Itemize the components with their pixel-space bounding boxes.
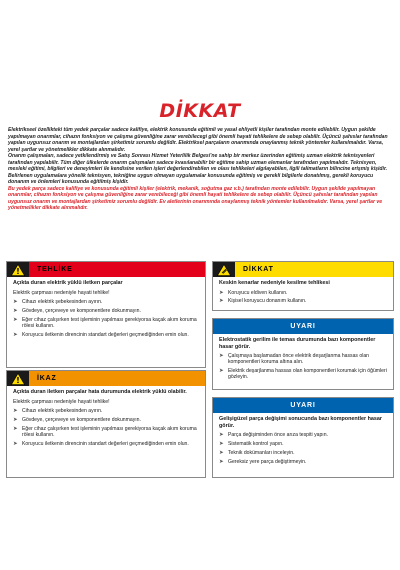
arrow-icon: ➤ (219, 289, 224, 296)
attention-label: DİKKAT (243, 266, 274, 273)
list-item: ➤ Gövdeye, çerçeveye ve komponentlere dokunmayın. (13, 307, 141, 314)
intro-text (8, 127, 394, 212)
caution-box (6, 370, 206, 478)
warning-parts-label: UYARI (290, 402, 316, 409)
list-item: ➤ Çalışmaya başlamadan önce elektrik deşarjlanma hassas olan komponentleri koruma altına alın. (219, 353, 370, 366)
arrow-icon: ➤ (13, 416, 18, 423)
svg-text:!: ! (16, 375, 20, 385)
warning-parts-box (212, 397, 394, 478)
intro-paragraph-1: Elektrikseel özellikteki tüm yedek parçalar sadece kalifiye, elektrik konusunda eğitimli ve yasal ehliyetli kişiler tarafından monte edilebilir. Uygun şekilde yapılmayan onarımlar, cihazın fonksiyon ve çalışma güvenliğine zarar verebilecegi gibi önemli hayati tehlikelere de sebep olabilir. Üçüncü şahıslar tarafından yapılan uygunsuz onarım ve montajlardan şirketimiz sorumlu değildir. Elektriksel parçaların onarımında onaylanmış teknik yöntemler kullanılmalıdır. Varsa, yerel şartlar ve yönetmelikler dikkate alınmalıdır. (8, 127, 388, 153)
caution-lead: Elektrik çarpması nedeniyle hayati tehlike! (13, 398, 110, 405)
danger-label: TEHLİKE (37, 266, 73, 273)
svg-text:!: ! (16, 266, 20, 276)
arrow-icon: ➤ (13, 316, 18, 323)
list-item: ➤ Koruyucu eldiven kullanın. (219, 289, 288, 296)
danger-header (7, 262, 205, 277)
list-item: ➤ Koruyucu iletkenin direncinin standart değerleri geçmediğinden emin olun. (13, 331, 189, 338)
list-item: ➤ Gövdeye, çerçeveye ve komponentlere dokunmayın. (13, 416, 141, 423)
list-item: ➤ Cihazı elektrik şebekesinden ayırın. (13, 408, 103, 414)
list-item: ➤ Cihazı elektrik şebekesinden ayırın. (13, 299, 103, 305)
attention-box (212, 261, 394, 311)
arrow-icon: ➤ (13, 408, 18, 414)
caution-subtitle: Açıkta duran iletken parçalar hata durumunda elektrik yüklü olabilir. (13, 389, 187, 395)
list-item: ➤ Kişisel koruyucu donanım kullanın. (219, 298, 307, 305)
danger-subtitle: Açıkta duran elektrik yüklü iletken parçalar (13, 280, 123, 286)
caution-header (7, 371, 205, 386)
list-item: ➤ Parça değişiminden önce arıza tespiti yapın. (219, 432, 328, 439)
attention-subtitle: Keskin kenarlar nedeniyle kesilme tehlikesi (219, 280, 330, 286)
arrow-icon: ➤ (13, 440, 18, 447)
arrow-icon: ➤ (219, 440, 224, 447)
intro-paragraph-red: Bu yedek parça sadece kalifiye ve konusunda eğitimli kişiler (elektrik, mekanik, soğutma gaz v.b.) tarafından monte edilebilir. Uygun şekilde yapılmayan onarımlar, cihazın fonksiyon ve çalışma güvenliğine zarar verebileceği gibi önemli hayati tehlikelere de sebep olabilir. Üçüncü şahıslar tarafından yapılan uygunsuz onarım ve montajlardan şirketimiz sorumlu değildir. Ev aletlerinin onarımında onaylanmış teknik yöntemler kullanılmalıdır. Varsa, yerel şartlar ve yönetmelikler dikkate alınmalıdır. (8, 185, 383, 211)
arrow-icon: ➤ (13, 299, 18, 305)
arrow-icon: ➤ (219, 353, 224, 360)
page-title: DİKKAT (159, 100, 241, 122)
attention-header (213, 262, 393, 277)
list-item: ➤ Elektrik deşarjlanma hassas olan komponentleri korumak için öğümleri gözleyin. (219, 368, 387, 381)
list-item: ➤ Teknik dokümanları inceleyin. (219, 449, 295, 456)
list-item: ➤ Eğer cihaz çalışırken test işleminin yapılması gerekiyorsa kaçak akım koruma rölesi kullanın. (13, 316, 197, 329)
arrow-icon: ➤ (13, 331, 18, 338)
warning-icon (7, 262, 29, 277)
list-item: ➤ Gereksiz yere parça değiştirmeyin. (219, 458, 307, 465)
intro-paragraph-2: Onarım çalışmaları, sadece yetkilendirmiş ve Satış Sonrası Hizmet Yeterlilik Belgesi'ne sahip bir merkez üzerinden eğitimiş uzman elektrik teknisyenleri tarafından yapılabilir. Tüm diğer ülkelerde onarım çalışmaları sadece kvasılanabilir bir eğitime sahip uzman elemanlar tarafından yapılmalıdır. Teknisyen, mesleki eğitimi, bilgileri ve deneyimleri ile kendisine verilen işleri değerlendirebilen ve olası tehlikeleri algılayabilen, ilgili talimatların bilincine erişmiş kişidir. Belirlenen uygulamalara yönelik teknisyen, tekniğine uygun olmayan uygulamalar konusunda eğitimiş ve gerekli bilgilerle donatılmış, gerekli koruyucu donanım ve önlemleri konusunda eğitilmiş kişidir. (8, 153, 388, 185)
danger-lead: Elektrik çarpması nedeniyle hayati tehlike! (13, 289, 110, 296)
arrow-icon: ➤ (219, 432, 224, 439)
warning-esd-header (213, 319, 393, 334)
list-item: ➤ Eğer cihaz çalışırken test işleminin yapılması gerekiyorsa kaçak akım koruma rölesi kullanın. (13, 425, 197, 438)
arrow-icon: ➤ (13, 425, 18, 432)
arrow-icon: ➤ (13, 307, 18, 314)
warning-parts-header (213, 398, 393, 413)
danger-box (6, 261, 206, 368)
cut-hazard-icon (213, 262, 235, 277)
list-item: ➤ Koruyucu iletkenin direncinin standart değerleri geçmediğinden emin olun. (13, 440, 189, 447)
arrow-icon: ➤ (219, 368, 224, 375)
warning-parts-subtitle: Gelişigüzel parça değişimi sonucunda bazı komponentler hasar görür. (219, 416, 382, 429)
warning-esd-box (212, 318, 394, 390)
arrow-icon: ➤ (219, 449, 224, 456)
arrow-icon: ➤ (219, 298, 224, 305)
list-item: ➤ Sistematik kontrol yapın. (219, 440, 284, 447)
warning-esd-label: UYARI (290, 323, 316, 330)
arrow-icon: ➤ (219, 458, 224, 465)
caution-label: İKAZ (37, 375, 57, 382)
warning-esd-subtitle: Elektrostatik gerilim ile temas durumunda bazı komponentler hasar görür. (219, 337, 376, 350)
warning-icon (7, 371, 29, 386)
